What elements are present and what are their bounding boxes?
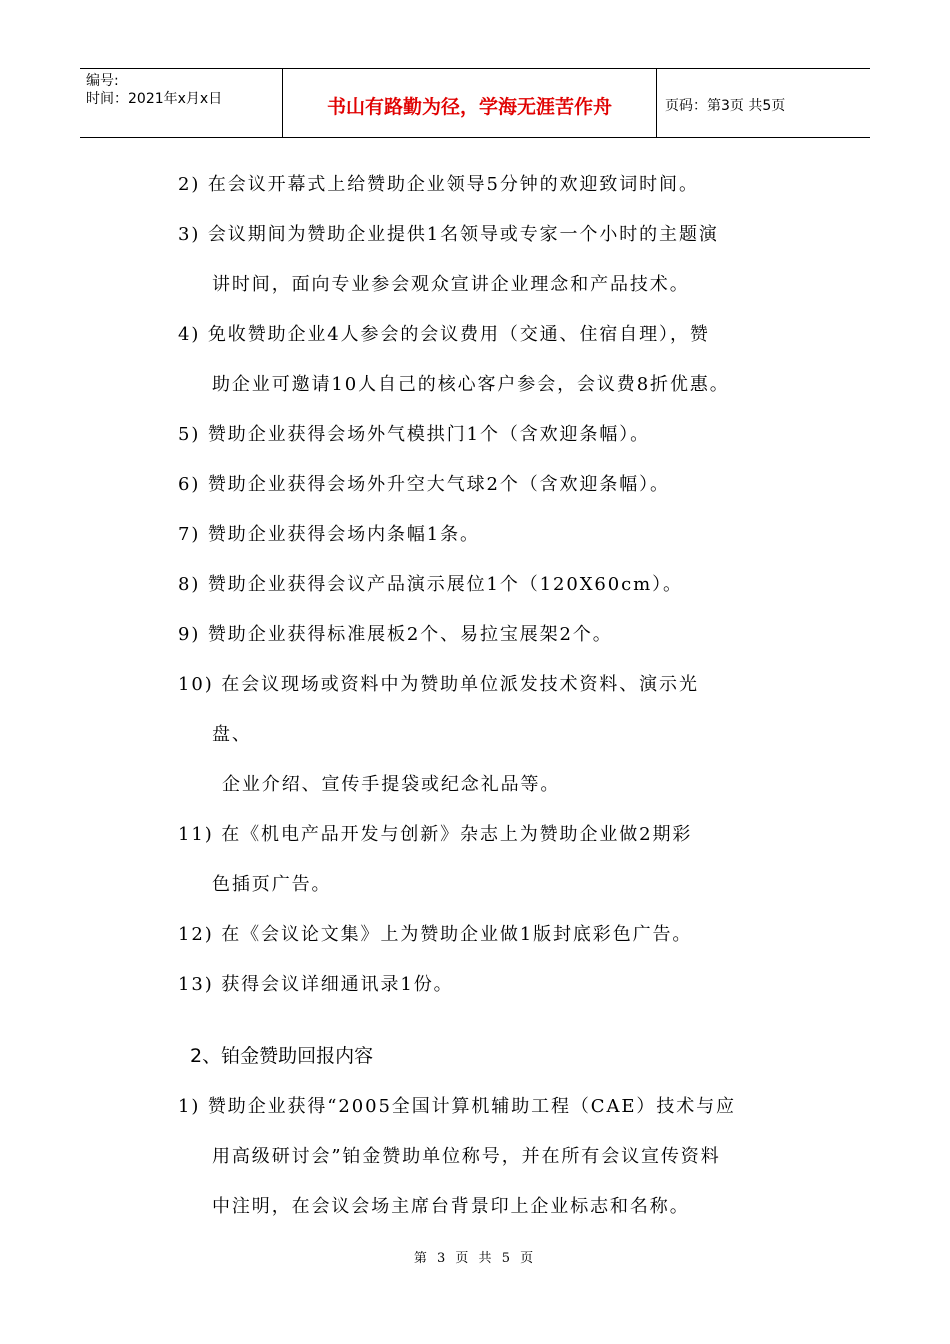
list-item-1: 1) 赞助企业获得“2005全国计算机辅助工程（CAE）技术与应 bbox=[178, 1096, 736, 1117]
list-item-9: 9) 赞助企业获得标准展板2个、易拉宝展架2个。 bbox=[178, 624, 613, 645]
list-item-10: 10) 在会议现场或资料中为赞助单位派发技术资料、演示光 bbox=[178, 674, 699, 695]
section-heading: 2、铂金赞助回报内容 bbox=[190, 1045, 374, 1067]
list-item-10-cont: 盘、 bbox=[212, 724, 252, 745]
header-meta bbox=[80, 69, 282, 137]
list-item-7: 7) 赞助企业获得会场内条幅1条。 bbox=[178, 524, 480, 545]
list-item-4-cont: 助企业可邀请10人自己的核心客户参会，会议费8折优惠。 bbox=[212, 374, 730, 395]
list-item-3-cont: 讲时间，面向专业参会观众宣讲企业理念和产品技术。 bbox=[212, 274, 690, 295]
header-page-code: 页码：第3页 共5页 bbox=[665, 98, 786, 114]
page-header bbox=[80, 68, 870, 138]
list-item-4: 4) 免收赞助企业4人参会的会议费用（交通、住宿自理），赞 bbox=[178, 324, 710, 345]
page-footer: 第 3 页 共 5 页 bbox=[413, 1251, 537, 1266]
list-item-11: 11) 在《机电产品开发与创新》杂志上为赞助企业做2期彩 bbox=[178, 824, 693, 845]
list-item-13: 13) 获得会议详细通讯录1份。 bbox=[178, 974, 454, 995]
list-item-5: 5) 赞助企业获得会场外气模拱门1个（含欢迎条幅）。 bbox=[178, 424, 651, 445]
list-item-6: 6) 赞助企业获得会场外升空大气球2个（含欢迎条幅）。 bbox=[178, 474, 670, 495]
header-motto: 书山有路勤为径，学海无涯苦作舟 bbox=[282, 69, 657, 137]
list-item-10-cont2: 企业介绍、宣传手提袋或纪念礼品等。 bbox=[222, 774, 561, 795]
list-item-12: 12) 在《会议论文集》上为赞助企业做1版封底彩色广告。 bbox=[178, 924, 693, 945]
list-item-2: 2) 在会议开幕式上给赞助企业领导5分钟的欢迎致词时间。 bbox=[178, 174, 699, 195]
list-item-1-cont: 用高级研讨会”铂金赞助单位称号，并在所有会议宣传资料 bbox=[212, 1146, 721, 1167]
list-item-1-cont2: 中注明，在会议会场主席台背景印上企业标志和名称。 bbox=[212, 1196, 690, 1217]
list-item-3: 3) 会议期间为赞助企业提供1名领导或专家一个小时的主题演 bbox=[178, 224, 719, 245]
list-item-11-cont: 色插页广告。 bbox=[212, 874, 332, 895]
document-number-label: 编号: bbox=[86, 73, 119, 89]
document-date: 时间：2021年x月x日 bbox=[86, 91, 223, 107]
list-item-8: 8) 赞助企业获得会议产品演示展位1个（120X60cm）。 bbox=[178, 574, 683, 595]
